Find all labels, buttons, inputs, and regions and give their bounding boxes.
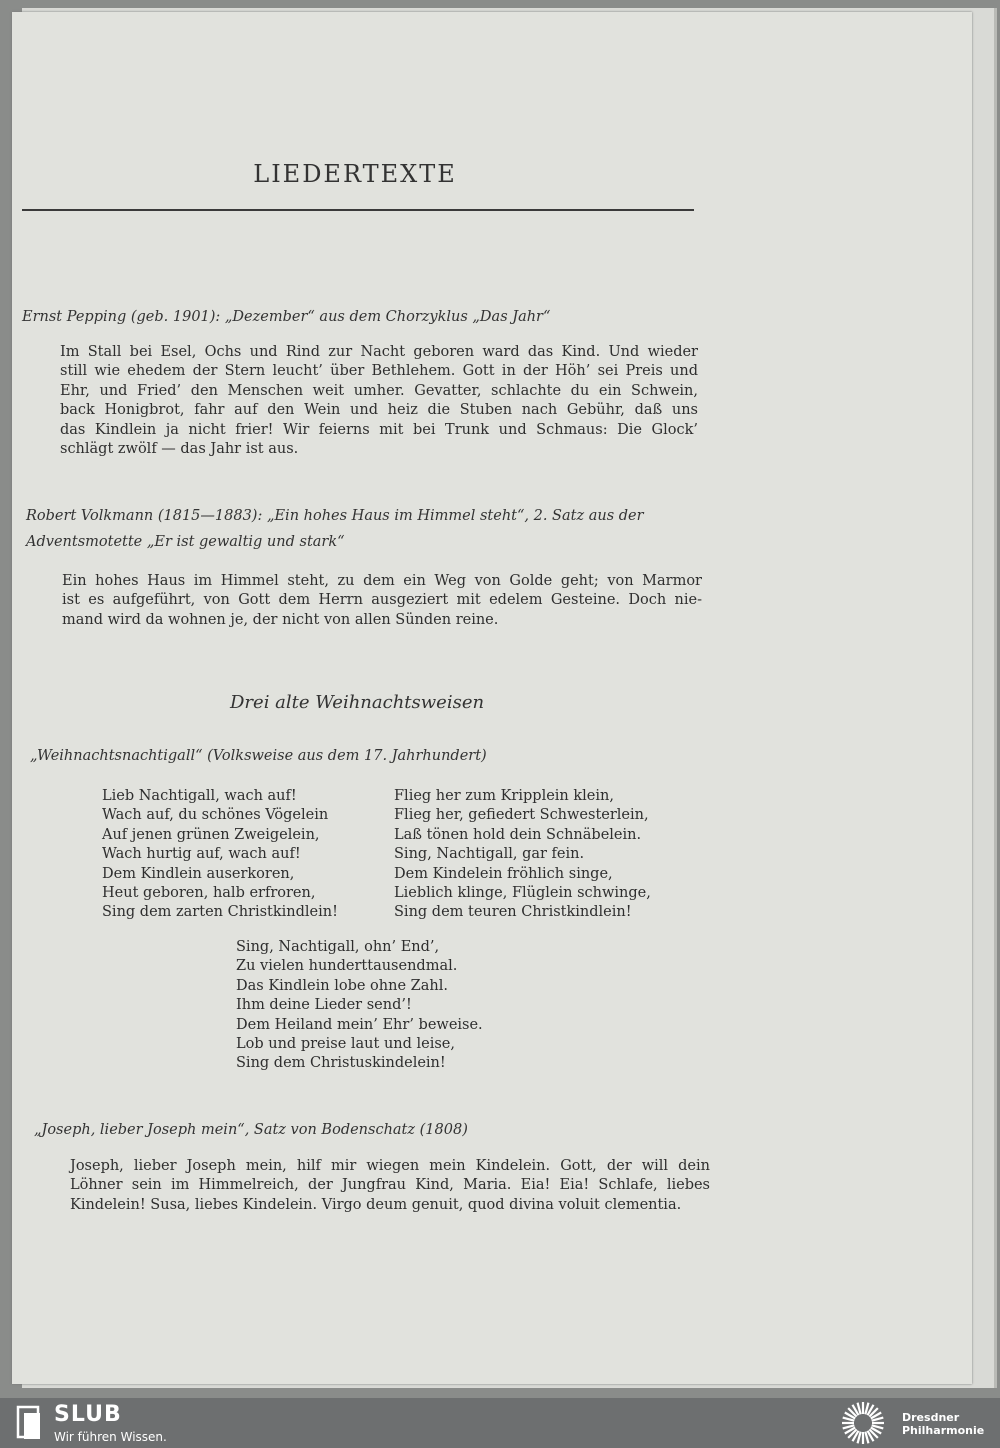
text-line: Ehr, und Fried’ den Menschen weit umher. Gevatter, schlachte du ein Schwein,	[60, 382, 698, 399]
verse-line: Ihm deine Lieder send’!	[236, 997, 412, 1014]
verse-line: Das Kindlein lobe ohne Zahl.	[236, 977, 448, 994]
verse-line: Laß tönen hold dein Schnäbelein.	[394, 826, 642, 843]
section-text-volkmann	[62, 572, 702, 630]
partner-name-line2: Philharmonie	[902, 1424, 985, 1437]
song-heading-nachtigall: „Weihnachtsnachtigall“ (Volksweise aus dem 17. Jahrhundert)	[30, 748, 487, 764]
song-heading-joseph: „Joseph, lieber Joseph mein“, Satz von Bodenschatz (1808)	[34, 1122, 468, 1138]
slub-logo-icon	[16, 1403, 42, 1443]
text-line: ist es aufgeführt, von Gott dem Herrn ausgeziert mit edelem Gesteine. Doch nie-	[62, 592, 702, 609]
verse-line: Sing dem Christuskindelein!	[236, 1055, 446, 1072]
verse-line: Lob und preise laut und leise,	[236, 1036, 455, 1053]
library-name: SLUB	[54, 1402, 122, 1427]
verse-line: Wach auf, du schönes Vögelein	[102, 807, 329, 824]
partner-name-line1: Dresdner	[902, 1411, 960, 1424]
verse-center-column	[236, 938, 483, 1074]
section-text-pepping	[60, 343, 698, 459]
text-line: Ein hohes Haus im Himmel steht, zu dem ein Weg von Golde geht; von Marmor	[62, 573, 702, 589]
text-line: Joseph, lieber Joseph mein, hilf mir wiegen mein Kindelein. Gott, der will dein	[70, 1158, 710, 1174]
verse-line: Dem Kindelein fröhlich singe,	[394, 865, 613, 882]
philharmonie-sunburst-icon	[840, 1400, 886, 1446]
verse-line: Lieblich klinge, Flüglein schwinge,	[394, 885, 651, 902]
verse-line: Sing dem teuren Christkindlein!	[394, 904, 632, 921]
text-line: Im Stall bei Esel, Ochs und Rind zur Nacht geboren ward das Kind. Und wieder	[60, 344, 698, 360]
song-text-joseph	[70, 1157, 710, 1215]
verse-line: Wach hurtig auf, wach auf!	[102, 846, 301, 863]
verse-line: Auf jenen grünen Zweigelein,	[102, 826, 320, 843]
verse-line: Heut geboren, halb erfroren,	[102, 885, 316, 902]
verse-line: Sing dem zarten Christkindlein!	[102, 904, 338, 921]
page-title: LIEDERTEXTE	[253, 160, 457, 188]
section-heading-volkmann: Robert Volkmann (1815—1883): „Ein hohes Haus im Himmel steht“, 2. Satz aus der	[26, 508, 644, 524]
verse-line: Zu vielen hunderttausendmal.	[236, 958, 458, 975]
verse-line: Lieb Nachtigall, wach auf!	[102, 788, 297, 804]
library-claim: Wir führen Wissen.	[54, 1430, 167, 1444]
section-heading-volkmann-cont: Adventsmotette „Er ist gewaltig und stark“	[26, 534, 345, 550]
verse-line: Sing, Nachtigall, ohn’ End’,	[236, 939, 440, 955]
verse-line: Dem Kindlein auserkoren,	[102, 865, 295, 882]
text-line: mand wird da wohnen je, der nicht von allen Sünden reine.	[62, 611, 499, 628]
text-line: back Honigbrot, fahr auf den Wein und heiz die Stuben nach Gebühr, daß uns	[60, 402, 698, 419]
text-line: still wie ehedem der Stern leucht’ über Bethlehem. Gott in der Höh’ sei Preis und	[60, 363, 698, 380]
text-line: Kindelein! Susa, liebes Kindelein. Virgo deum genuit, quod divina voluit clementia.	[70, 1196, 682, 1213]
verse-line: Flieg her, gefiedert Schwesterlein,	[394, 807, 649, 824]
section-heading-pepping: Ernst Pepping (geb. 1901): „Dezember“ aus dem Chorzyklus „Das Jahr“	[22, 309, 551, 325]
text-line: schlägt zwölf — das Jahr ist aus.	[60, 441, 299, 458]
partner-name	[902, 1411, 984, 1437]
text-line: Löhner sein im Himmelreich, der Jungfrau Kind, Maria. Eia! Eia! Schlafe, liebes	[70, 1177, 710, 1194]
verse-line: Sing, Nachtigall, gar fein.	[394, 846, 585, 863]
text-line: das Kindlein ja nicht frier! Wir feierns mit bei Trunk und Schmaus: Die Glock’	[60, 421, 698, 438]
section-subtitle: Drei alte Weihnachtsweisen	[230, 692, 485, 713]
verse-line: Flieg her zum Kripplein klein,	[394, 788, 614, 804]
verse-right-column	[394, 787, 651, 923]
verse-left-column	[102, 787, 338, 923]
verse-line: Dem Heiland mein’ Ehr’ beweise.	[236, 1016, 483, 1033]
title-rule	[22, 209, 694, 211]
